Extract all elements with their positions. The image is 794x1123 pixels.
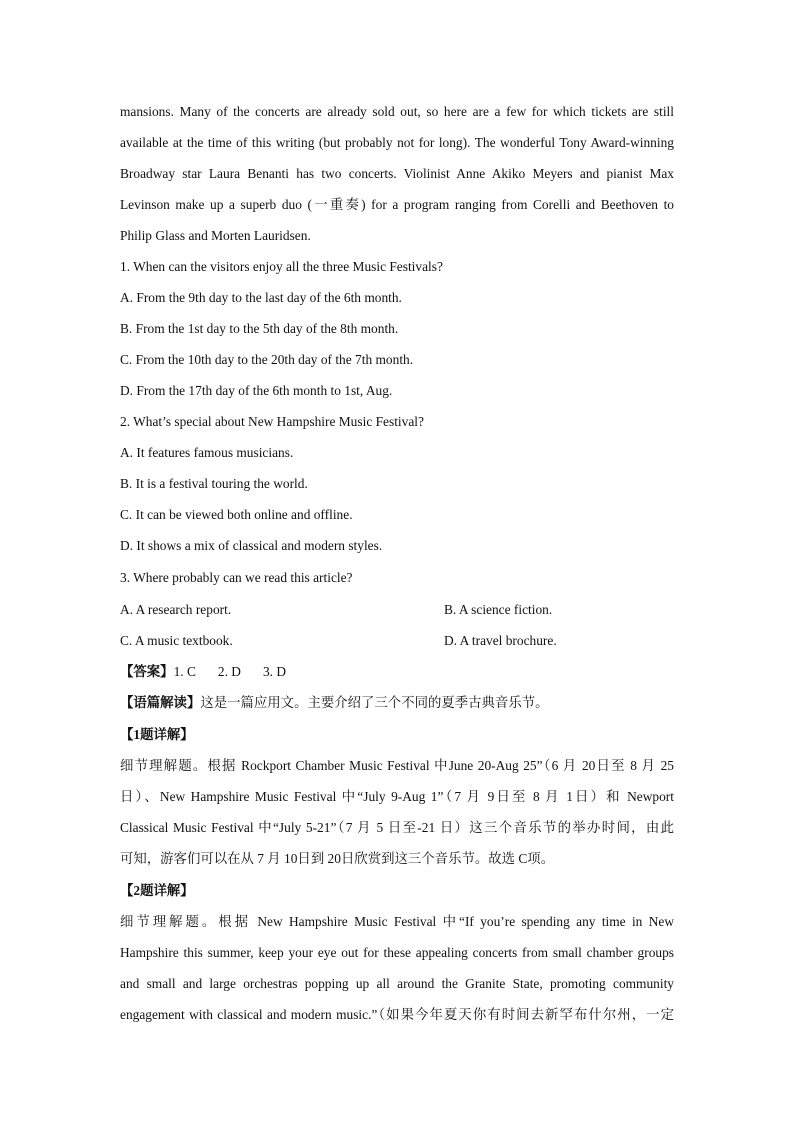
passage-line: Broadway star Laura Benanti has two concerts. Violinist Anne Akiko Meyers and pianist Max xyxy=(120,166,674,181)
question-stem: 3. Where probably can we read this article? xyxy=(120,570,353,585)
answer-label: 【答案】 xyxy=(120,664,174,679)
question-option: D. From the 17th day of the 6th month to 1st, Aug. xyxy=(120,383,393,398)
question-option: B. It is a festival touring the world. xyxy=(120,476,308,491)
question-option: D. A travel brochure. xyxy=(444,633,557,648)
detail-line: engagement with classical and modern music.”（如果今年夏天你有时间去新罕布什尔州，一定 xyxy=(120,1007,674,1022)
answer-item: 3. D xyxy=(262,664,287,679)
reading-label: 【语篇解读】 xyxy=(120,695,201,710)
question-option: A. From the 9th day to the last day of the 6th month. xyxy=(120,290,402,305)
passage-line: Philip Glass and Morten Lauridsen. xyxy=(120,228,311,243)
detail-line: 可知，游客们可以在从 7 月 10日到 20日欣赏到这三个音乐节。故选 C项。 xyxy=(120,851,555,866)
question-stem: 1. When can the visitors enjoy all the three Music Festivals? xyxy=(120,259,443,274)
detail-line: Hampshire this summer, keep your eye out for these appealing concerts from small chamber groups xyxy=(120,945,674,960)
reading-text: 这是一篇应用文。主要介绍了三个不同的夏季古典音乐节。 xyxy=(200,695,549,710)
detail-heading: 【2题详解】 xyxy=(120,883,194,898)
reading-line xyxy=(120,694,674,712)
question-option: A. A research report. xyxy=(120,602,232,617)
question-option: C. It can be viewed both online and offline. xyxy=(120,507,353,522)
detail-line: 日）、New Hampshire Music Festival 中“July 9-Aug 1”（7 月 9日至 8 月 1日）和 Newport xyxy=(120,789,674,804)
question-option: C. From the 10th day to the 20th day of the 7th month. xyxy=(120,352,414,367)
answer-item: 2. D xyxy=(217,664,241,679)
question-option: B. A science fiction. xyxy=(444,602,553,617)
answer-item: 1. C xyxy=(173,664,196,679)
question-option: D. It shows a mix of classical and modern styles. xyxy=(120,538,383,553)
question-option: C. A music textbook. xyxy=(120,633,233,648)
passage-line: mansions. Many of the concerts are already sold out, so here are a few for which tickets are still xyxy=(120,104,674,119)
passage-line: Levinson make up a superb duo (一重奏) for a program ranging from Corelli and Beethoven to xyxy=(120,197,674,212)
detail-line: Classical Music Festival 中“July 5-21”（7 月 5 日至-21 日）这三个音乐节的举办时间，由此 xyxy=(120,820,674,835)
detail-line: 细节理解题。根据 Rockport Chamber Music Festival 中June 20-Aug 25”（6 月 20日至 8 月 25 xyxy=(120,758,674,773)
detail-heading: 【1题详解】 xyxy=(120,727,194,742)
question-stem: 2. What’s special about New Hampshire Music Festival? xyxy=(120,414,424,429)
detail-line: 细节理解题。根据 New Hampshire Music Festival 中“If you’re spending any time in New xyxy=(120,914,674,929)
passage-line: available at the time of this writing (but probably not for long). The wonderful Tony Award-winning xyxy=(120,135,674,150)
answer-line xyxy=(120,663,674,681)
question-option: A. It features famous musicians. xyxy=(120,445,294,460)
question-option: B. From the 1st day to the 5th day of the 8th month. xyxy=(120,321,399,336)
detail-line: and small and large orchestras popping up all around the Granite State, promoting community xyxy=(120,976,674,991)
